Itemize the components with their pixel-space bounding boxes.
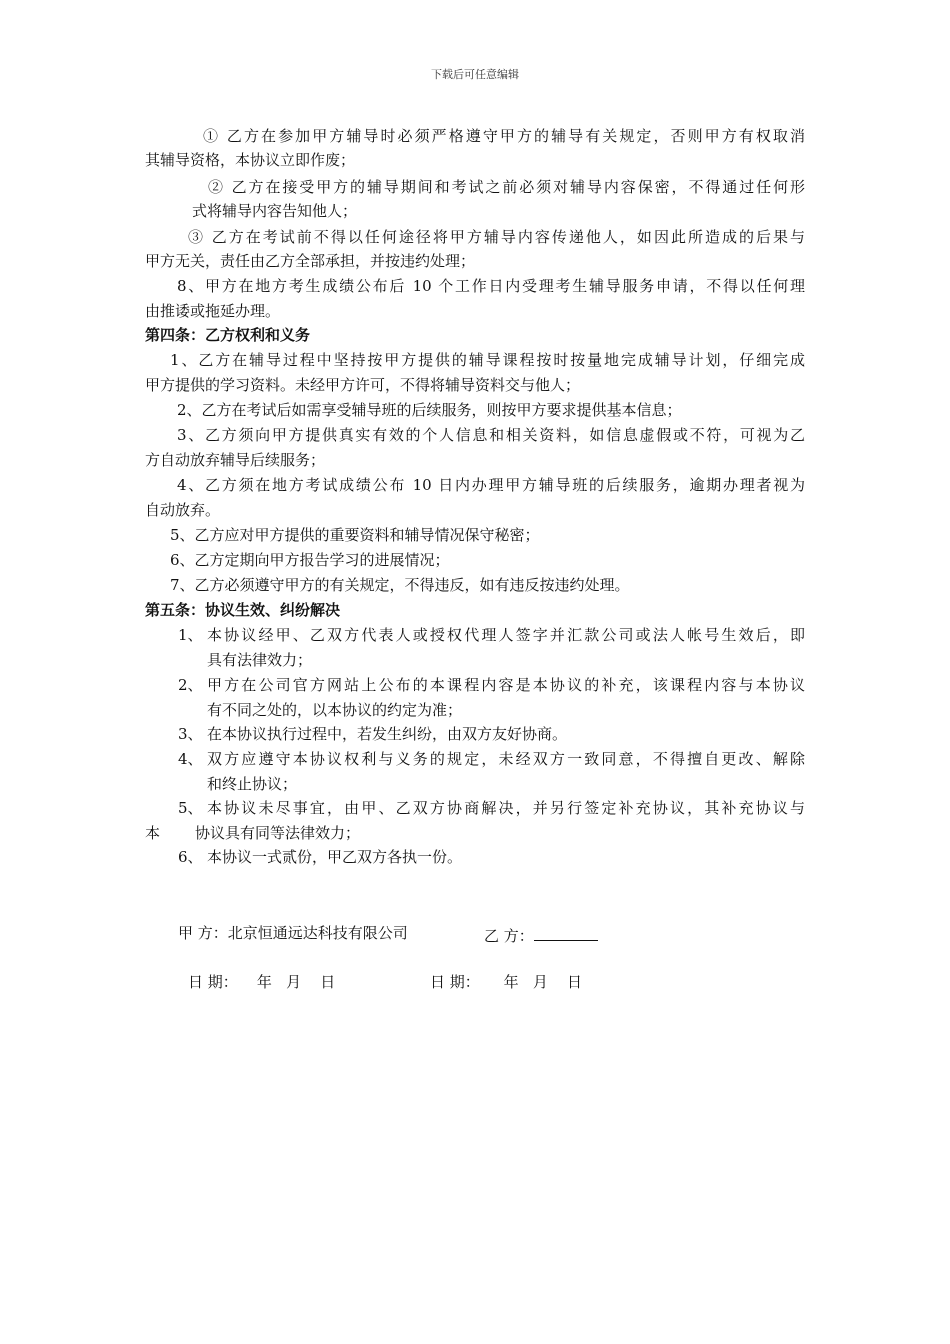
paragraph-line: 协议具有同等法律效力； (195, 824, 361, 842)
list-number: 1、 (178, 626, 203, 644)
list-number: 3、 (178, 725, 203, 743)
party-b-signature-line (534, 926, 598, 941)
paragraph-line: ③ 乙方在考试前不得以任何途径将甲方辅导内容传递他人，如因此所造成的后果与 (188, 228, 805, 246)
list-number: 本 (145, 824, 161, 842)
date-a-label: 日 期： 年 月 日 (188, 973, 336, 991)
paragraph-line: 由推诿或拖延办理。 (145, 302, 281, 320)
party-b-label: 乙 方： (484, 927, 534, 945)
paragraph-line: 7、乙方必须遵守甲方的有关规定，不得违反，如有违反按违约处理。 (170, 576, 630, 594)
section-heading: 第四条：乙方权利和义务 (145, 326, 311, 344)
paragraph-line: 本协议经甲、乙双方代表人或授权代理人签字并汇款公司或法人帐号生效后，即 (207, 626, 805, 644)
paragraph-line: 具有法律效力； (207, 651, 313, 669)
paragraph-line: 8、甲方在地方考生成绩公布后 10 个工作日内受理考生辅导服务申请，不得以任何理 (177, 277, 805, 295)
paragraph-line: 和终止协议； (207, 775, 298, 793)
paragraph-line: 方自动放弃辅导后续服务； (145, 451, 326, 469)
page-header-note: 下载后可任意编辑 (431, 68, 519, 81)
paragraph-line: ② 乙方在接受甲方的辅导期间和考试之前必须对辅导内容保密，不得通过任何形 (208, 178, 805, 196)
paragraph-line: 甲方提供的学习资料。未经甲方许可，不得将辅导资料交与他人； (145, 376, 581, 394)
paragraph-line: 1、乙方在辅导过程中坚持按甲方提供的辅导课程按时按量地完成辅导计划，仔细完成 (170, 351, 805, 369)
party-a-label: 甲 方：北京恒通远达科技有限公司 (178, 924, 408, 942)
paragraph-line: ① 乙方在参加甲方辅导时必须严格遵守甲方的辅导有关规定，否则甲方有权取消 (203, 127, 805, 145)
paragraph-line: 甲方无关，责任由乙方全部承担，并按违约处理； (145, 252, 476, 270)
paragraph-line: 有不同之处的，以本协议的约定为准； (207, 701, 463, 719)
paragraph-line: 式将辅导内容告知他人； (192, 202, 358, 220)
paragraph-line: 6、乙方定期向甲方报告学习的进展情况； (170, 551, 450, 569)
list-number: 6、 (178, 848, 203, 866)
list-number: 5、 (178, 799, 203, 817)
paragraph-line: 在本协议执行过程中，若发生纠纷，由双方友好协商。 (207, 725, 568, 743)
paragraph-line: 5、乙方应对甲方提供的重要资料和辅导情况保守秘密； (170, 526, 540, 544)
paragraph-line: 本协议未尽事宜，由甲、乙双方协商解决，并另行签定补充协议，其补充协议与 (207, 799, 805, 817)
paragraph-line: 其辅导资格，本协议立即作废； (145, 151, 356, 169)
list-number: 2、 (178, 676, 203, 694)
party-b-field (484, 926, 598, 944)
paragraph-line: 2、乙方在考试后如需享受辅导班的后续服务，则按甲方要求提供基本信息； (177, 401, 682, 419)
paragraph-line: 自动放弃。 (145, 501, 221, 519)
paragraph-line: 3、乙方须向甲方提供真实有效的个人信息和相关资料，如信息虚假或不符，可视为乙 (177, 426, 805, 444)
paragraph-line: 双方应遵守本协议权利与义务的规定，未经双方一致同意，不得擅自更改、解除 (207, 750, 805, 768)
paragraph-line: 甲方在公司官方网站上公布的本课程内容是本协议的补充，该课程内容与本协议 (207, 676, 805, 694)
paragraph-line: 本协议一式贰份，甲乙双方各执一份。 (207, 848, 463, 866)
list-number: 4、 (178, 750, 203, 768)
paragraph-line: 4、乙方须在地方考试成绩公布 10 日内办理甲方辅导班的后续服务，逾期办理者视为 (177, 476, 805, 494)
date-b-label: 日 期： 年 月 日 (430, 973, 582, 991)
section-heading: 第五条：协议生效、纠纷解决 (145, 601, 341, 619)
